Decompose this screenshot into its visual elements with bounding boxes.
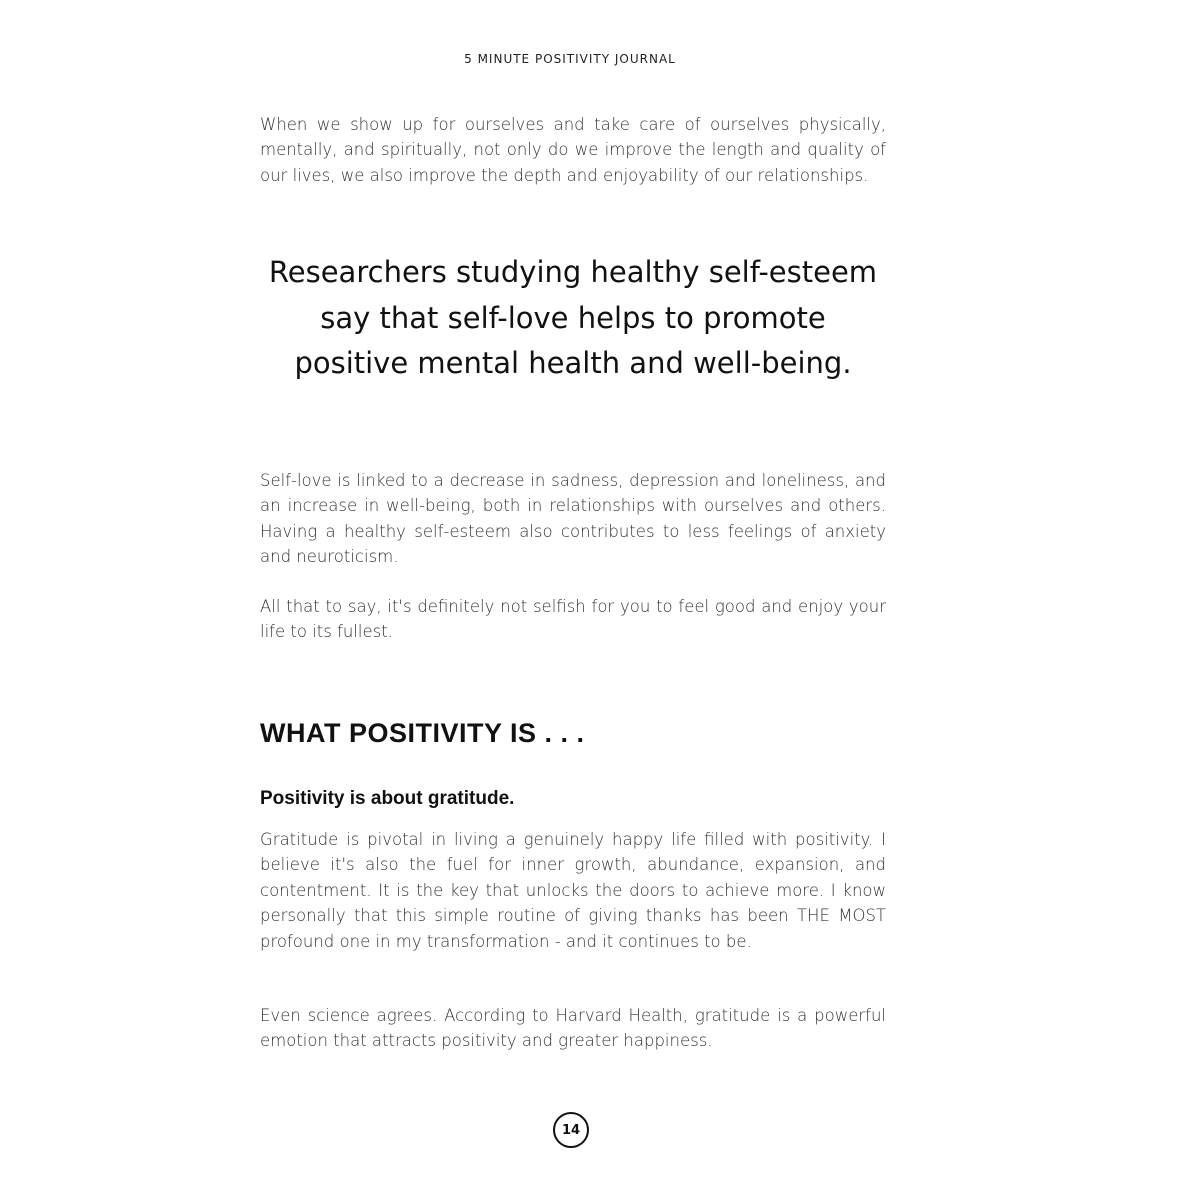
- intro-paragraph: When we show up for ourselves and take care of ourselves physically, mentally, and spiritually, not only do we improve the length and quality of our lives, we also improve the depth and enjoyability of our relationships.: [260, 115, 886, 185]
- gratitude-paragraph: Gratitude is pivotal in living a genuinely happy life filled with positivity. I believe it's also the fuel for inner growth, abundance, expansion, and contentment. It is the key that unlocks the doors to achieve more. I know personally that this simple routine of giving thanks has been THE MOST profound one in my transformation - and it continues to be.: [260, 830, 886, 951]
- science-paragraph: Even science agrees. According to Harvard Health, gratitude is a powerful emotion that attracts positivity and greater happiness.: [260, 1006, 886, 1051]
- page-number: 14: [561, 1122, 581, 1138]
- conclusion-paragraph: All that to say, it's definitely not selfish for you to feel good and enjoy your life to its fullest.: [260, 597, 886, 642]
- pullquote: Researchers studying healthy self-esteem say that self-love helps to promote positive mental health and well-being.: [268, 255, 878, 380]
- running-head: 5 MINUTE POSITIVITY JOURNAL: [464, 52, 676, 66]
- page-number-badge: [553, 1112, 589, 1148]
- sub-heading: Positivity is about gratitude.: [260, 788, 515, 809]
- section-heading: WHAT POSITIVITY IS . . .: [260, 718, 585, 748]
- self-love-paragraph: Self-love is linked to a decrease in sadness, depression and loneliness, and an increase in well-being, both in relationships with ourselves and others. Having a healthy self-esteem also contributes to less feelings of anxiety and neuroticism.: [260, 471, 886, 567]
